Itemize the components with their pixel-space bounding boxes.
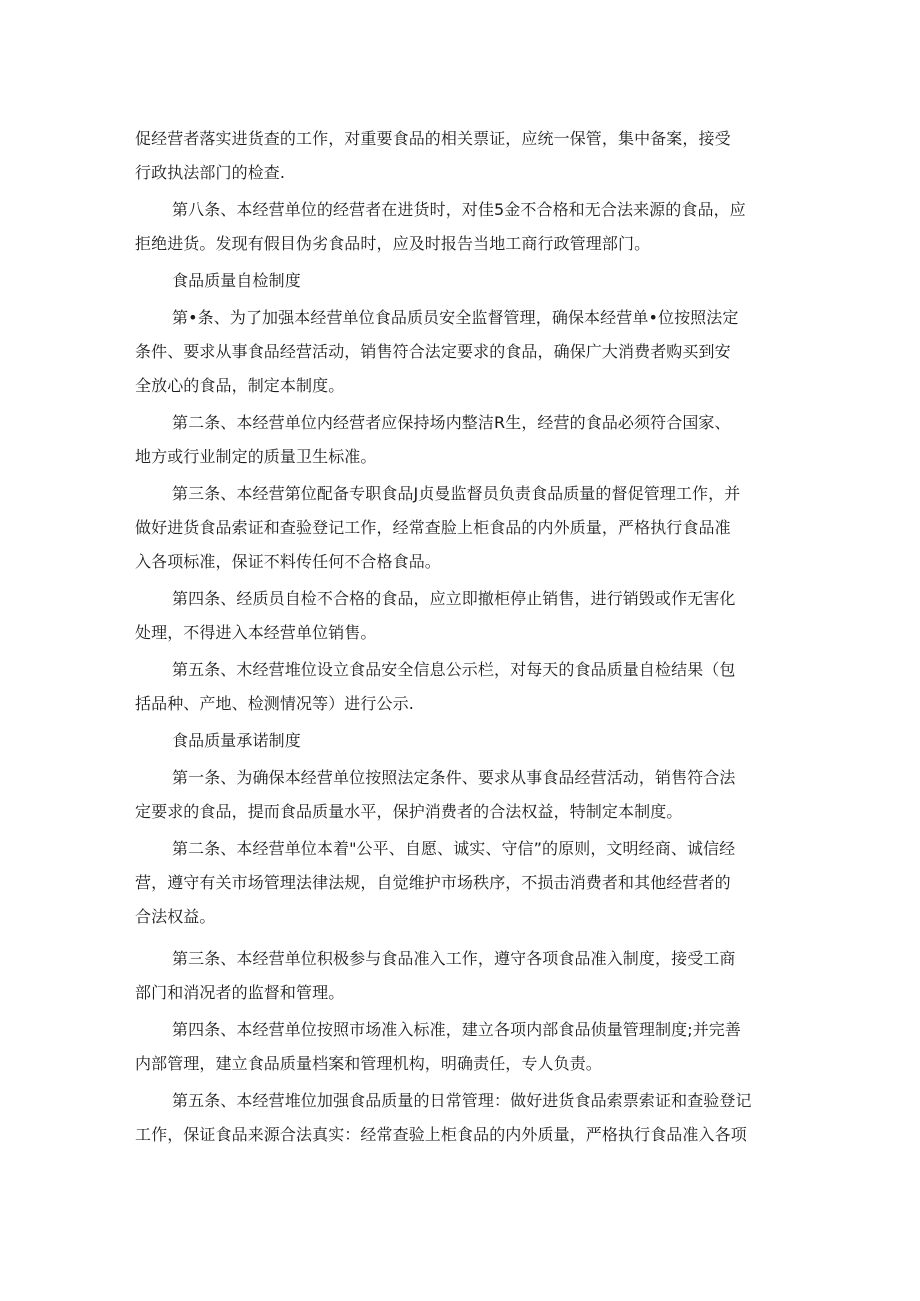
article-5-line: 第五条、木经营堆位设立食品安全信息公示栏，对每天的食品质量自检结果（包 xyxy=(172,660,736,679)
commitment-article-4-line: 第四条、本经营单位按照市场准入标准，建立各项内部食品侦量管理制度;并完善 xyxy=(172,1020,741,1039)
document-body xyxy=(135,122,785,1152)
section-heading-quality-commitment: 食品质量承诺制度 xyxy=(172,731,301,750)
text-line: 促经营者落实进货查的工作，对重要食品的相关票证，应统一保管，集中备案，接受 xyxy=(135,129,731,148)
text-line: 营，遵守有关市场管理法律法规，自觉维护市场秩序，不损击消费者和其他经营者的 xyxy=(135,873,731,892)
text-line: 行政执法部门的检查. xyxy=(135,163,286,182)
text-line: 合法权益。 xyxy=(135,907,216,926)
text-line: 条件、要求从事食品经营活动，销售符合法定要求的食品，确保广大消费者购买到安 xyxy=(135,342,731,361)
article-4-line: 第四条、经质员自检不合格的食品，应立即撤柜停止销售，进行销毁或作无害化 xyxy=(172,589,736,608)
commitment-article-3-line: 第三条、本经营单位积极参与食品准入工作，遵守各项食品准入制度，接受工商 xyxy=(172,949,736,968)
article-1-line: 第•条、为了加强本经营单位食品质员安全监督管理，确保本经营单•位按照法定 xyxy=(172,308,739,327)
article-2-line: 第二条、本经营单位内经营者应保持场内整洁R生，经营的食品必须符合国家、 xyxy=(172,413,731,432)
section-heading-self-inspection: 食品质量自检制度 xyxy=(172,271,301,290)
commitment-article-1-line: 第一条、为确保本经营单位按照法定条件、要求从事食品经营活动，销售符合法 xyxy=(172,768,736,787)
text-line: 拒绝进货。发现有假目伪劣食品时，应及时报告当地工商行政管理部门。 xyxy=(135,234,651,253)
article-8-line: 第八条、本经营单位的经营者在进货时，对佳5金不合格和无合法来源的食品，应 xyxy=(172,200,746,219)
text-line: 定要求的食品，提而食品质量水平，保护消费者的合法权益，特制定本制度。 xyxy=(135,802,683,821)
text-line: 入各项标准，保证不料传任何不合格食品。 xyxy=(135,552,441,571)
text-line: 工作，保证食品来源合法真实：经常查验上柜食品的内外质量，严格执行食品准入各项 xyxy=(135,1125,747,1144)
text-line: 做好进货食品索证和查验登记工作，经常查脸上柜食品的内外质量，严格执行食品准 xyxy=(135,518,731,537)
text-line: 地方或行业制定的质量卫生标准。 xyxy=(135,447,377,466)
text-line: 内部管理，建立食品质量档案和管理机构，明确责任，专人负责。 xyxy=(135,1054,602,1073)
text-line: 全放心的食品，制定本制度。 xyxy=(135,376,345,395)
text-line: 部门和消况者的监督和管理。 xyxy=(135,983,345,1002)
text-line: 处理，不得进入本经营单位销售。 xyxy=(135,623,377,642)
text-line: 括品种、产地、检测情况等）进行公示. xyxy=(135,694,414,713)
article-3-line: 第三条、本经营第位配备专职食品J贞曼监督员负责食品质量的督促管理工作，并 xyxy=(172,484,741,503)
commitment-article-5-line: 第五条、本经营堆位加强食品质量的日常管理：做好进货食品索票索证和查验登记 xyxy=(172,1091,752,1110)
commitment-article-2-line: 第二条、本经营单位本着"公平、自愿、诚实、守信”的原则，文明经商、诚信经 xyxy=(172,839,736,858)
